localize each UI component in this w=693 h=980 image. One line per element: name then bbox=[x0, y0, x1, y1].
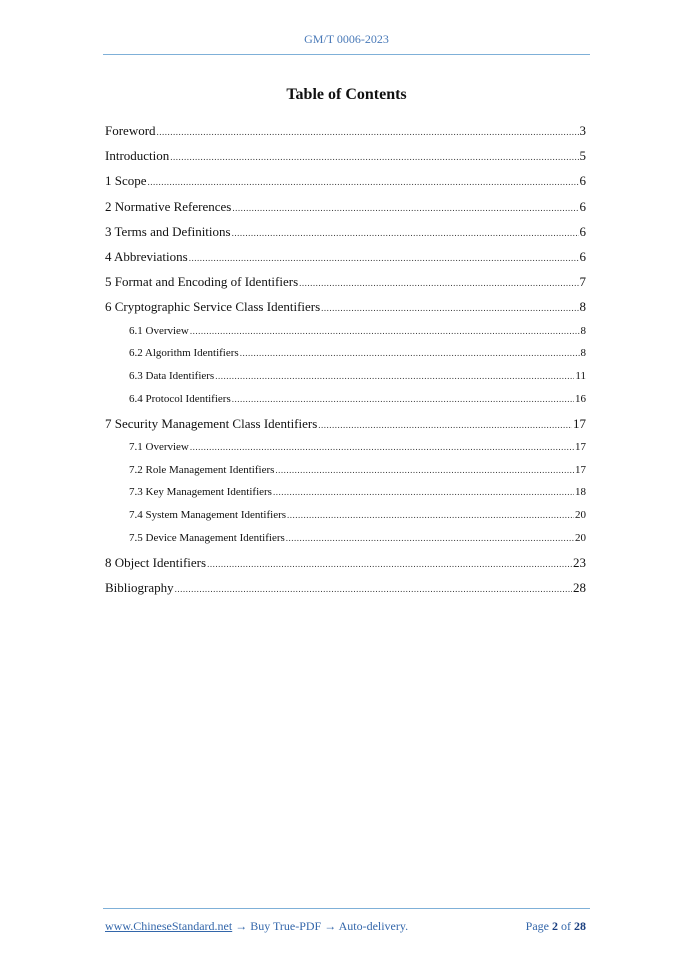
toc-entry-page: 20 bbox=[575, 532, 586, 545]
toc-entry-page: 6 bbox=[579, 223, 586, 239]
running-header: GM/T 0006-2023 bbox=[304, 32, 389, 46]
toc-entry-label: 5 Format and Encoding of Identifiers bbox=[105, 274, 299, 290]
toc-subentry-7-5-device-management[interactable] bbox=[105, 527, 586, 550]
toc-subentry-6-3-data[interactable] bbox=[105, 365, 586, 388]
toc-entry-foreword[interactable] bbox=[105, 118, 586, 143]
dot-leader bbox=[275, 459, 574, 482]
dot-leader bbox=[232, 196, 578, 221]
toc-entry-object-identifiers[interactable] bbox=[105, 550, 586, 575]
toc-entry-bibliography[interactable] bbox=[105, 575, 586, 600]
dot-leader bbox=[321, 296, 578, 321]
toc-entry-page: 20 bbox=[575, 509, 586, 522]
toc-entry-label: 7.5 Device Management Identifiers bbox=[129, 532, 285, 545]
toc-subentry-6-2-algorithm[interactable] bbox=[105, 342, 586, 365]
dot-leader bbox=[148, 170, 579, 195]
toc-entry-label: 6 Cryptographic Service Class Identifiers bbox=[105, 299, 321, 315]
header-divider bbox=[103, 54, 590, 55]
dot-leader bbox=[170, 145, 578, 170]
toc-entry-label: 6.3 Data Identifiers bbox=[129, 370, 215, 383]
toc-entry-label: 4 Abbreviations bbox=[105, 248, 188, 264]
toc-entry-page: 8 bbox=[580, 347, 586, 360]
dot-leader bbox=[299, 271, 578, 296]
total-pages: 28 bbox=[574, 919, 586, 933]
page-prefix: Page bbox=[525, 919, 549, 933]
table-of-contents bbox=[105, 118, 586, 600]
dot-leader bbox=[215, 365, 574, 388]
toc-entry-cryptographic-service[interactable] bbox=[105, 294, 586, 319]
toc-entry-page: 28 bbox=[573, 580, 586, 596]
dot-leader bbox=[157, 120, 579, 145]
toc-entry-introduction[interactable] bbox=[105, 143, 586, 168]
toc-entry-label: 3 Terms and Definitions bbox=[105, 223, 231, 239]
dot-leader bbox=[318, 413, 572, 438]
promo-text: → Buy True-PDF → Auto-delivery. bbox=[232, 919, 409, 933]
toc-entry-label: 7.1 Overview bbox=[129, 440, 189, 453]
footer-promo bbox=[105, 919, 408, 934]
dot-leader bbox=[207, 552, 572, 577]
dot-leader bbox=[175, 577, 572, 602]
toc-entry-label: 7.4 System Management Identifiers bbox=[129, 509, 287, 522]
page-title: Table of Contents bbox=[286, 86, 407, 103]
toc-entry-label: 6.4 Protocol Identifiers bbox=[129, 392, 231, 405]
toc-entry-normative-references[interactable] bbox=[105, 194, 586, 219]
dot-leader bbox=[189, 246, 579, 271]
dot-leader bbox=[232, 388, 574, 411]
toc-entry-label: Bibliography bbox=[105, 580, 174, 596]
toc-entry-page: 18 bbox=[575, 486, 586, 499]
toc-entry-page: 6 bbox=[579, 173, 586, 189]
site-link[interactable]: www.ChineseStandard.net bbox=[105, 919, 233, 933]
toc-entry-terms-and-definitions[interactable] bbox=[105, 219, 586, 244]
toc-entry-page: 16 bbox=[575, 392, 586, 405]
dot-leader bbox=[273, 481, 574, 504]
toc-subentry-6-1-overview[interactable] bbox=[105, 320, 586, 343]
toc-entry-security-management[interactable] bbox=[105, 411, 586, 436]
toc-entry-label: 6.2 Algorithm Identifiers bbox=[129, 347, 239, 360]
toc-subentry-7-2-role-management[interactable] bbox=[105, 459, 586, 482]
dot-leader bbox=[232, 221, 579, 246]
toc-subentry-7-1-overview[interactable] bbox=[105, 436, 586, 459]
dot-leader bbox=[240, 342, 580, 365]
toc-entry-page: 8 bbox=[580, 324, 586, 337]
toc-entry-page: 11 bbox=[575, 370, 586, 383]
toc-entry-label: 7 Security Management Class Identifiers bbox=[105, 415, 318, 431]
toc-entry-label: Foreword bbox=[105, 123, 156, 138]
toc-entry-label: 7.3 Key Management Identifiers bbox=[129, 486, 272, 499]
toc-entry-page: 17 bbox=[573, 415, 586, 431]
toc-entry-label: 2 Normative References bbox=[105, 198, 232, 214]
current-page-number: 2 bbox=[552, 919, 558, 933]
toc-entry-label: 7.2 Role Management Identifiers bbox=[129, 463, 275, 476]
toc-entry-scope[interactable] bbox=[105, 168, 586, 193]
toc-entry-label: Introduction bbox=[105, 148, 170, 164]
toc-subentry-7-3-key-management[interactable] bbox=[105, 481, 586, 504]
dot-leader bbox=[190, 320, 580, 343]
toc-entry-page: 6 bbox=[579, 248, 586, 264]
page-indicator bbox=[526, 919, 586, 934]
toc-entry-label: 1 Scope bbox=[105, 173, 147, 189]
toc-entry-page: 17 bbox=[575, 463, 586, 476]
dot-leader bbox=[190, 436, 574, 459]
toc-entry-label: 8 Object Identifiers bbox=[105, 554, 207, 570]
toc-entry-page: 5 bbox=[579, 148, 586, 164]
toc-entry-abbreviations[interactable] bbox=[105, 244, 586, 269]
toc-entry-page: 7 bbox=[579, 274, 586, 290]
toc-entry-page: 17 bbox=[575, 440, 586, 453]
toc-entry-page: 6 bbox=[579, 198, 586, 214]
toc-subentry-7-4-system-management[interactable] bbox=[105, 504, 586, 527]
toc-entry-label: 6.1 Overview bbox=[129, 324, 189, 337]
toc-entry-page: 8 bbox=[579, 299, 586, 315]
dot-leader bbox=[286, 527, 574, 550]
toc-subentry-6-4-protocol[interactable] bbox=[105, 388, 586, 411]
toc-entry-page: 3 bbox=[579, 123, 586, 138]
footer-divider bbox=[103, 908, 590, 909]
toc-entry-format-and-encoding[interactable] bbox=[105, 269, 586, 294]
dot-leader bbox=[287, 504, 574, 527]
toc-entry-page: 23 bbox=[573, 554, 586, 570]
page-of: of bbox=[561, 919, 571, 933]
